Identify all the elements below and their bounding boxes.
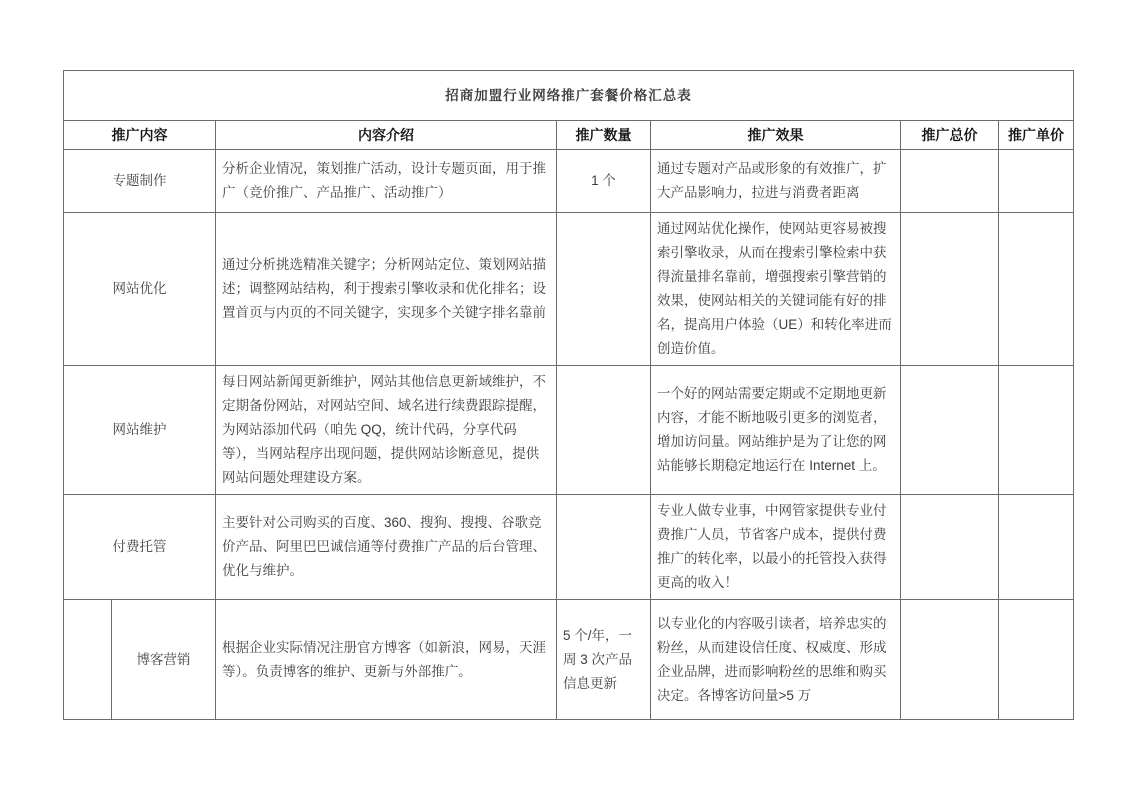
row-effect: 以专业化的内容吸引读者，培养忠实的粉丝，从而建设信任度、权威度、形成企业品牌，进而影响粉丝的思维和购买决定。各博客访问量>5 万	[651, 600, 901, 720]
page-title: 招商加盟行业网络推广套餐价格汇总表	[64, 71, 1074, 121]
row-label: 网站维护	[64, 366, 216, 495]
row-intro: 根据企业实际情况注册官方博客（如新浪，网易，天涯等）。负责博客的维护、更新与外部推广。	[216, 600, 557, 720]
row-quantity	[557, 366, 651, 495]
row-unit-price	[999, 366, 1074, 495]
row-quantity	[557, 213, 651, 366]
row-intro: 每日网站新闻更新维护，网站其他信息更新域维护，不定期备份网站，对网站空间、域名进行续费跟踪提醒，为网站添加代码（咱先 QQ，统计代码，分享代码等），当网站程序出现问题，提供网站诊断意见，提供网站问题处理建设方案。	[216, 366, 557, 495]
title-row	[64, 71, 1074, 121]
row-quantity: 5 个/年，一周 3 次产品信息更新	[557, 600, 651, 720]
row-total-price	[901, 366, 999, 495]
column-header-promotion-content: 推广内容	[64, 121, 216, 150]
row-total-price	[901, 213, 999, 366]
table-row-website-maintenance	[64, 366, 1074, 495]
column-header-unit-price: 推广单价	[999, 121, 1074, 150]
column-header-content-intro: 内容介绍	[216, 121, 557, 150]
row-effect: 专业人做专业事，中网管家提供专业付费推广人员，节省客户成本，提供付费推广的转化率，以最小的托管投入获得更高的收入！	[651, 495, 901, 600]
row-effect: 一个好的网站需要定期或不定期地更新内容，才能不断地吸引更多的浏览者，增加访问量。网站维护是为了让您的网站能够长期稳定地运行在 Internet 上。	[651, 366, 901, 495]
row-unit-price	[999, 150, 1074, 213]
row-unit-price	[999, 213, 1074, 366]
row-intro: 主要针对公司购买的百度、360、搜狗、搜搜、谷歌竞价产品、阿里巴巴诚信通等付费推广产品的后台管理、优化与维护。	[216, 495, 557, 600]
row-effect: 通过专题对产品或形象的有效推广，扩大产品影响力，拉进与消费者距离	[651, 150, 901, 213]
row-unit-price	[999, 495, 1074, 600]
row-intro: 分析企业情况，策划推广活动，设计专题页面，用于推广（竞价推广、产品推广、活动推广）	[216, 150, 557, 213]
row-label: 专题制作	[64, 150, 216, 213]
row-unit-price	[999, 600, 1074, 720]
column-header-promotion-quantity: 推广数量	[557, 121, 651, 150]
row-label: 付费托管	[64, 495, 216, 600]
table-row-topic-production	[64, 150, 1074, 213]
row-total-price	[901, 150, 999, 213]
row-label: 网站优化	[64, 213, 216, 366]
promotion-price-table	[63, 70, 1074, 720]
column-header-promotion-effect: 推广效果	[651, 121, 901, 150]
table-row-blog-marketing	[64, 600, 1074, 720]
table-row-paid-hosting	[64, 495, 1074, 600]
row-stub-cell	[64, 600, 112, 720]
table-header-row	[64, 121, 1074, 150]
column-header-total-price: 推广总价	[901, 121, 999, 150]
row-label: 博客营销	[112, 600, 216, 720]
row-effect: 通过网站优化操作，使网站更容易被搜索引擎收录，从而在搜索引擎检索中获得流量排名靠前，增强搜索引擎营销的效果，使网站相关的关键词能有好的排名，提高用户体验（UE）和转化率进而创造价值。	[651, 213, 901, 366]
row-quantity	[557, 495, 651, 600]
row-intro: 通过分析挑选精准关键字；分析网站定位、策划网站描述；调整网站结构，利于搜索引擎收录和优化排名；设置首页与内页的不同关键字，实现多个关键字排名靠前	[216, 213, 557, 366]
table-row-website-optimization	[64, 213, 1074, 366]
row-quantity: 1 个	[557, 150, 651, 213]
row-total-price	[901, 495, 999, 600]
row-total-price	[901, 600, 999, 720]
